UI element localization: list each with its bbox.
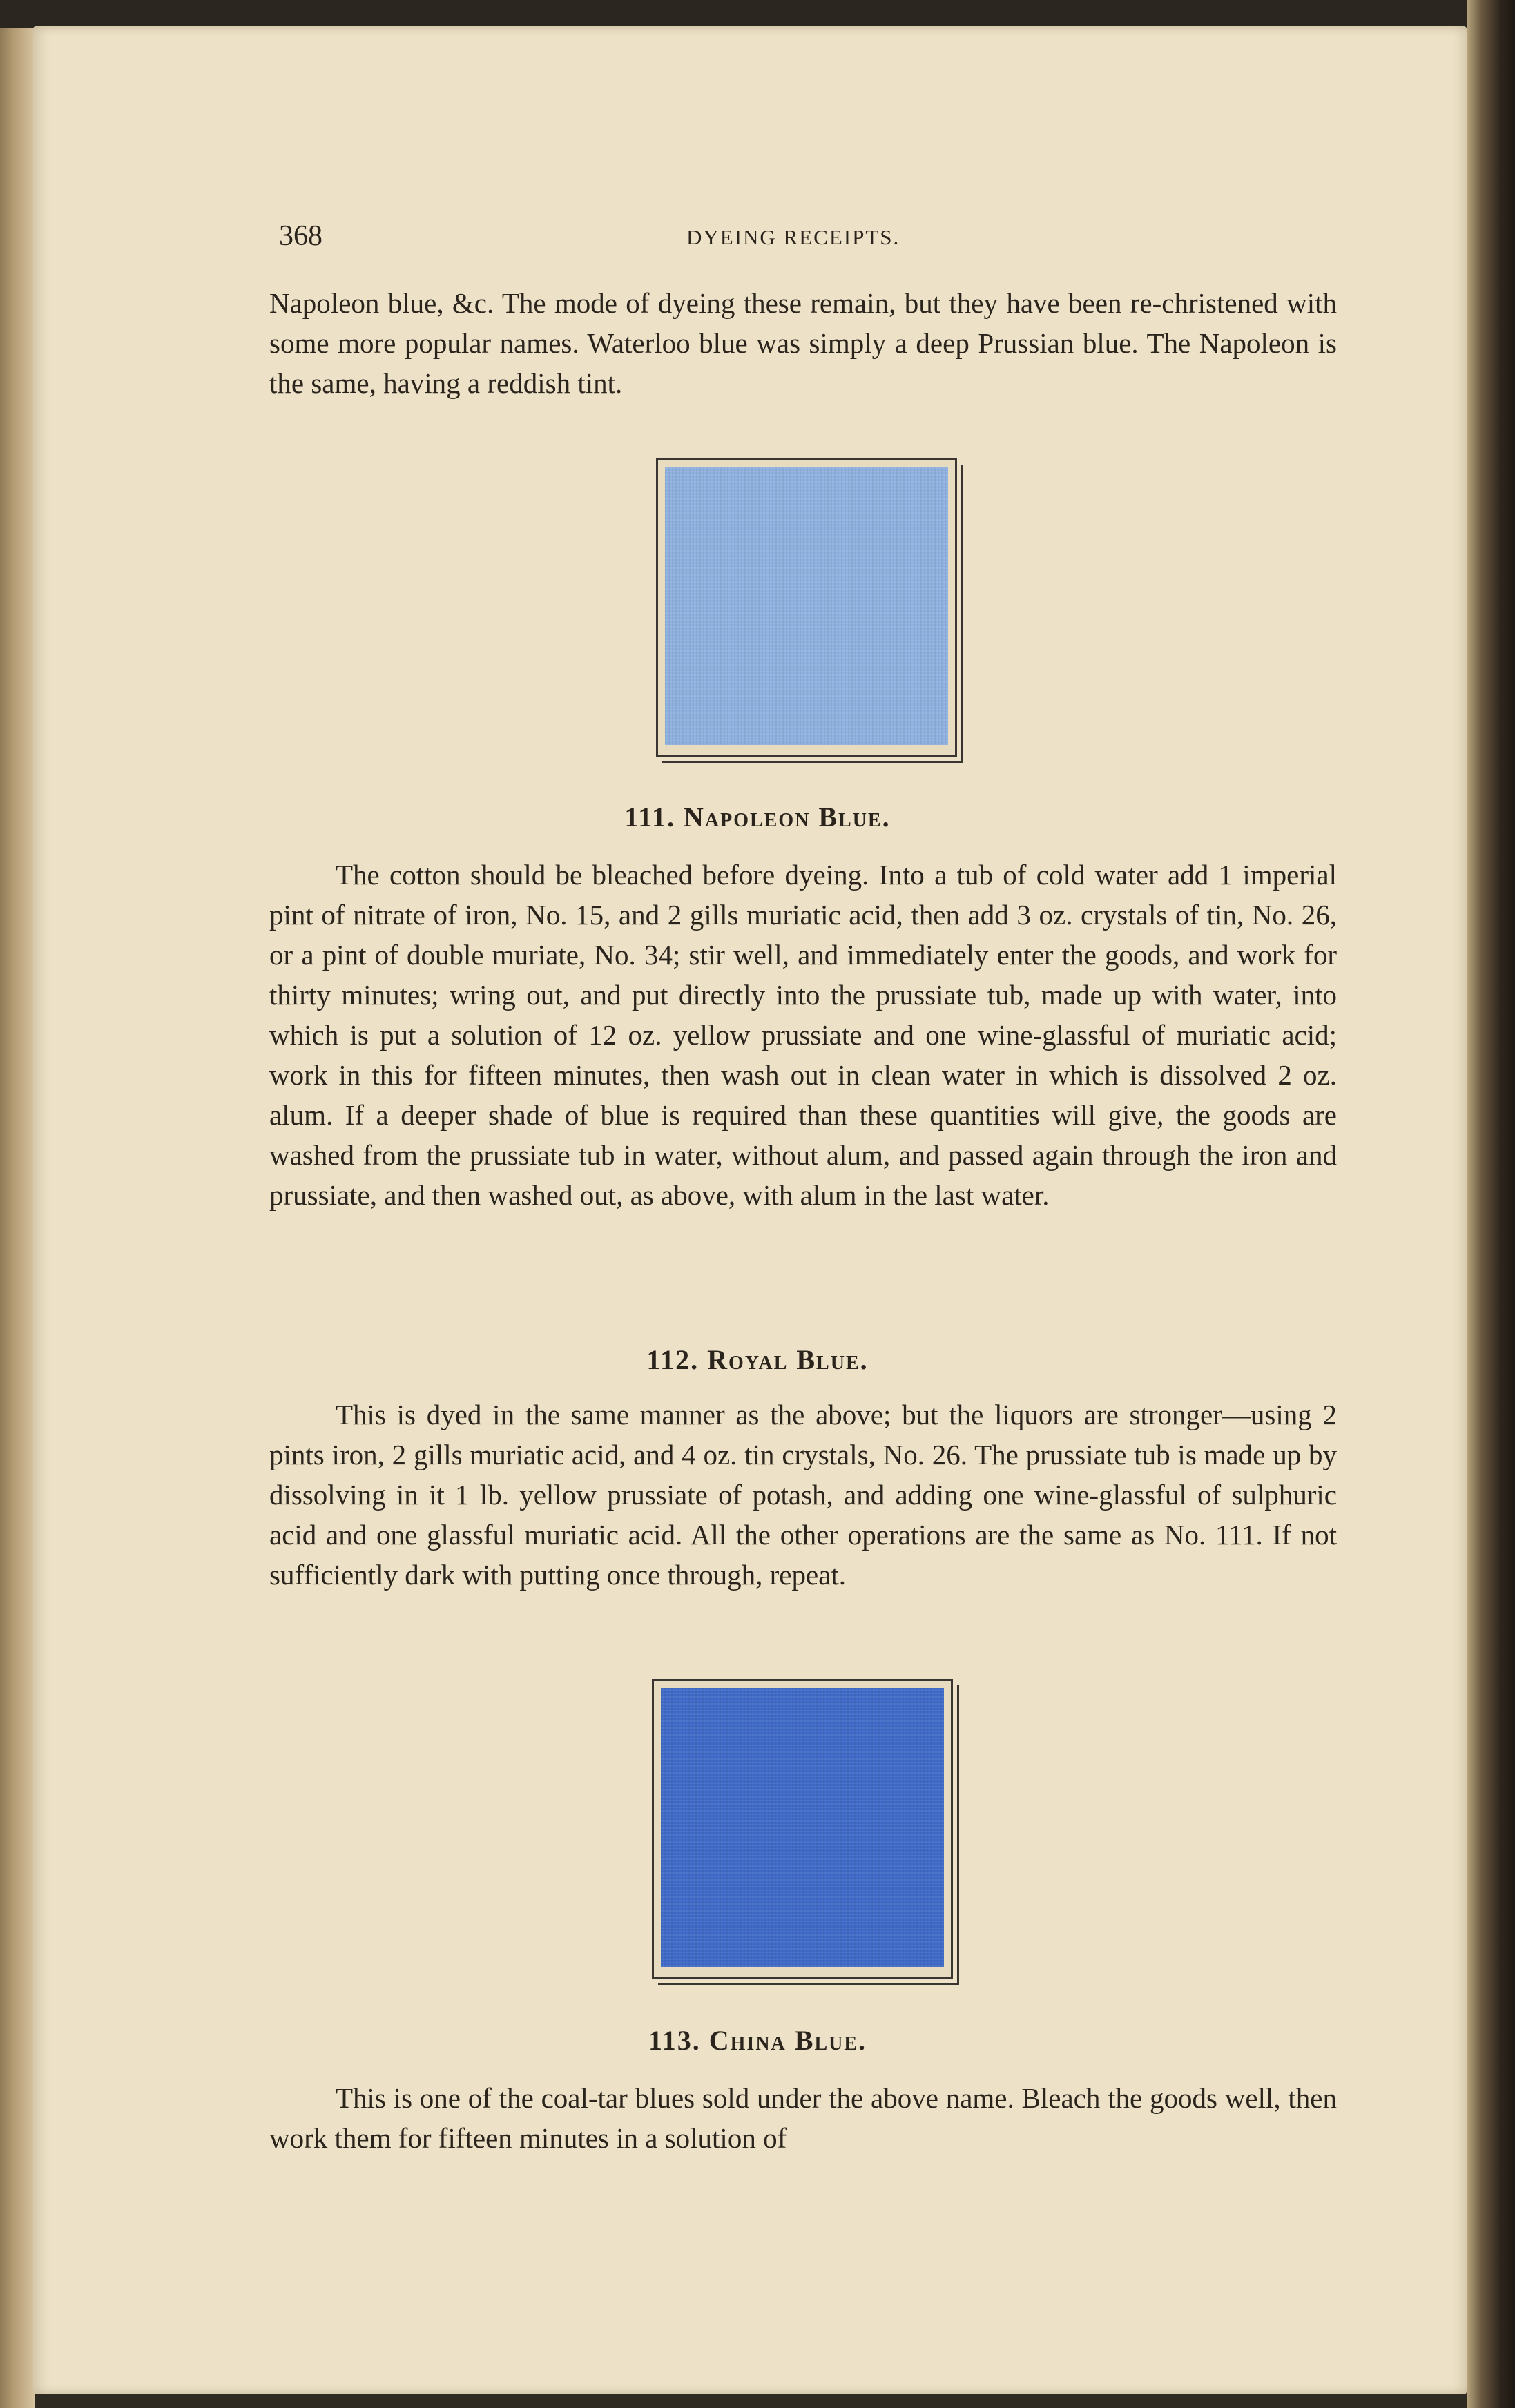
napoleon-blue-swatch-frame xyxy=(656,458,957,757)
paragraph-112: This is dyed in the same manner as the above; but the liquors are stronger—using 2 pints iron, 2 gills muriatic acid, and 4 oz. tin crystals, No. 26. The prussiate tub is made up by dissolving in it 1 lb. yellow prussiate of potash, and adding one wine-glassful of sulphuric acid and one glassful muriatic acid. All the other operations are the same as No. 111. If not sufficiently dark with putting once through, repeat. xyxy=(269,1399,1337,1591)
heading-113-china-blue: 113. China Blue. xyxy=(648,2025,867,2056)
royal-blue-swatch-frame xyxy=(652,1679,953,1979)
royal-blue-swatch xyxy=(661,1688,944,1967)
page-header xyxy=(0,220,1515,261)
heading-111-napoleon-blue: 111. Napoleon Blue. xyxy=(624,802,891,833)
heading-112-royal-blue: 112. Royal Blue. xyxy=(646,1344,869,1375)
intro-paragraph: Napoleon blue, &c. The mode of dyeing these remain, but they have been re-christened with some more popular names. Waterloo blue was simply a deep Prussian blue. The Napoleon is the same, having a reddish tint. xyxy=(269,287,1337,399)
paragraph-113: This is one of the coal-tar blues sold under the above name. Bleach the goods well, then work them for fifteen minutes in a solution of xyxy=(269,2082,1337,2154)
paragraph-111: The cotton should be bleached before dyeing. Into a tub of cold water add 1 imperial pint of nitrate of iron, No. 15, and 2 gills muriatic acid, then add 3 oz. crystals of tin, No. 26, or a pint of double muriate, No. 34; stir well, and immediately enter the goods, and work for thirty minutes; wring out, and put directly into the prussiate tub, made up with water, into which is put a solution of 12 oz. yellow prussiate and one wine-glassful of muriatic acid; work in this for fifteen minutes, then wash out in clean water in which is dissolved 2 oz. alum. If a deeper shade of blue is required than these quantities will give, the goods are washed from the prussiate tub in water, without alum, and passed again through the iron and prussiate, and then washed out, as above, with alum in the last water. xyxy=(269,859,1337,1211)
page-number: 368 xyxy=(279,220,322,252)
napoleon-blue-swatch xyxy=(665,467,948,745)
running-title: DYEING RECEIPTS. xyxy=(686,225,900,249)
